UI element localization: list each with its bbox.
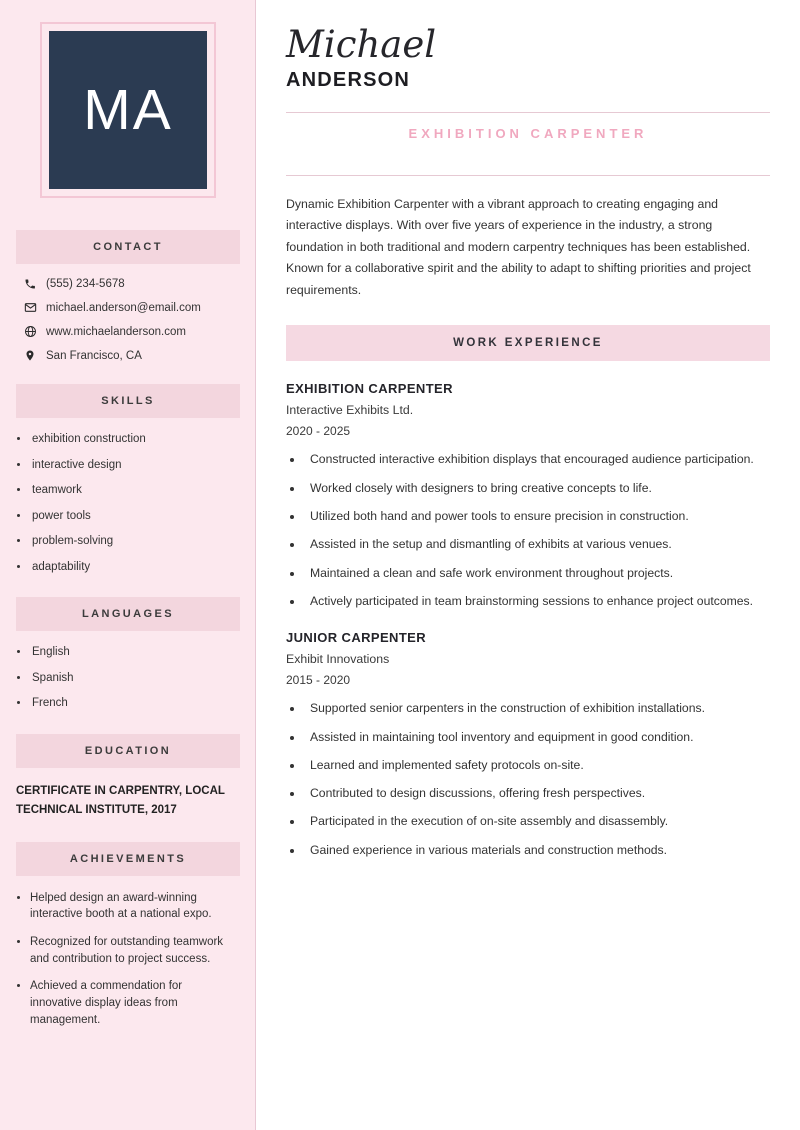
work-entry [286, 381, 770, 610]
contact-list [22, 278, 256, 362]
job-company: Exhibit Innovations [286, 652, 390, 667]
section-heading-contact: CONTACT [16, 230, 240, 264]
section-heading-languages: LANGUAGES [16, 597, 240, 631]
list-item: • Supported senior carpenters in the construction of exhibition installations. [304, 699, 770, 717]
summary-text: Dynamic Exhibition Carpenter with a vibrant approach to creating engaging and interactive displays. With over five years of experience in the industry, a strong foundation in both traditional and modern carpentry techniques has been established. Known for a collaborative spirit and the ability to adapt to shifting priorities and project requirements. [286, 196, 751, 297]
list-item: • Maintained a clean and safe work environment throughout projects. [304, 564, 770, 582]
list-item: • Constructed interactive exhibition displays that encouraged audience participation. [304, 450, 770, 468]
avatar-box [49, 31, 207, 189]
achievements-list [30, 890, 232, 1029]
contact-phone-text: (555) 234-5678 [46, 278, 125, 290]
list-item: • Worked closely with designers to bring creative concepts to life. [304, 479, 770, 497]
divider-bottom [286, 175, 770, 176]
list-item: • exhibition construction [30, 432, 256, 448]
job-role: JUNIOR CARPENTER [286, 630, 427, 646]
contact-email-text: michael.anderson@email.com [46, 301, 201, 314]
job-dates: 2015 - 2020 [286, 673, 351, 688]
list-item: • problem-solving [30, 534, 256, 550]
languages-list [30, 645, 256, 712]
section-heading-achievements: ACHIEVEMENTS [16, 842, 240, 876]
list-item: • interactive design [30, 458, 256, 474]
contact-website-text: www.michaelanderson.com [46, 325, 186, 338]
job-points-list [304, 450, 770, 610]
skills-list [30, 432, 256, 575]
list-item: • Learned and implemented safety protocols on-site. [304, 756, 770, 774]
list-item: • Gained experience in various materials and construction methods. [304, 841, 770, 859]
contact-location-text: San Francisco, CA [46, 349, 142, 362]
list-item: • Achieved a commendation for innovative display ideas from management. [30, 978, 232, 1028]
last-name: ANDERSON [286, 68, 411, 91]
sidebar [0, 0, 256, 1130]
globe-icon [22, 325, 38, 338]
education-text: CERTIFICATE IN CARPENTRY, LOCAL TECHNICAL INSTITUTE, 2017 [16, 784, 225, 816]
list-item: • Recognized for outstanding teamwork and contribution to project success. [30, 934, 232, 967]
list-item: • French [30, 696, 256, 712]
phone-icon [22, 278, 38, 290]
main-content [256, 0, 800, 1130]
avatar [40, 22, 216, 198]
contact-item-website [22, 325, 256, 338]
contact-item-email [22, 301, 256, 314]
avatar-initials: MA [83, 78, 173, 142]
list-item: • English [30, 645, 256, 661]
list-item: • Assisted in the setup and dismantling of exhibits at various venues. [304, 535, 770, 553]
job-role: EXHIBITION CARPENTER [286, 381, 453, 397]
contact-item-phone [22, 278, 256, 290]
job-company: Interactive Exhibits Ltd. [286, 403, 414, 418]
list-item: • Spanish [30, 671, 256, 687]
first-name: Michael [286, 23, 437, 66]
list-item: • Actively participated in team brainstorming sessions to enhance project outcomes. [304, 592, 770, 610]
page-title: EXHIBITION CARPENTER [408, 125, 648, 141]
list-item: • Assisted in maintaining tool inventory and equipment in good condition. [304, 728, 770, 746]
job-points-list [304, 699, 770, 859]
list-item: • Contributed to design discussions, offering fresh perspectives. [304, 784, 770, 802]
contact-item-location [22, 349, 256, 362]
job-dates: 2020 - 2025 [286, 424, 351, 439]
list-item: • teamwork [30, 483, 256, 499]
list-item: • Helped design an award-winning interactive booth at a national expo. [30, 890, 232, 923]
section-heading-education: EDUCATION [16, 734, 240, 768]
list-item: • Utilized both hand and power tools to ensure precision in construction. [304, 507, 770, 525]
section-heading-work-experience: WORK EXPERIENCE [286, 325, 770, 361]
envelope-icon [22, 301, 38, 314]
location-pin-icon [22, 349, 38, 362]
list-item: • power tools [30, 509, 256, 525]
section-heading-skills: SKILLS [16, 384, 240, 418]
list-item: • adaptability [30, 560, 256, 576]
list-item: • Participated in the execution of on-site assembly and disassembly. [304, 812, 770, 830]
work-entry [286, 630, 770, 859]
